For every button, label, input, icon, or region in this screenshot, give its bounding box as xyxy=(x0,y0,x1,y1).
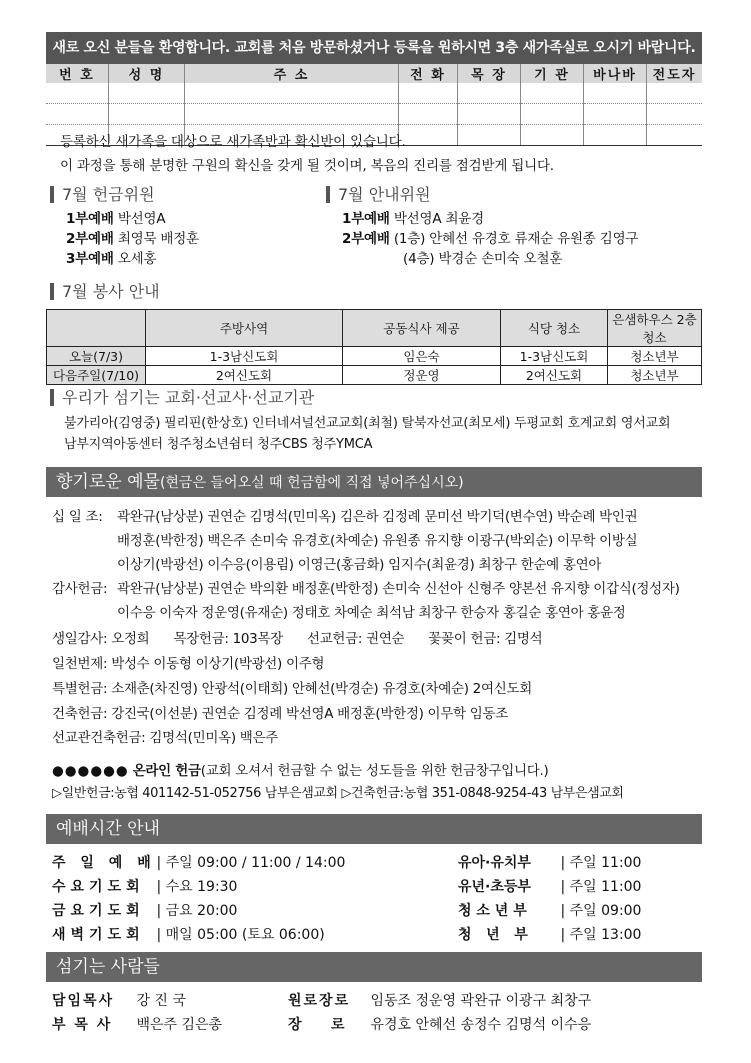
registration-header-row xyxy=(46,64,702,83)
tithe-line: 이상기(박광선) 이수응(이용림) 이영근(홍금화) 임지수(최윤경) 최창구 한순예 홍연아 xyxy=(117,557,602,573)
welcome-banner xyxy=(46,32,702,64)
offering-committee-title: 7월 헌금위원 xyxy=(50,186,155,203)
worship-right-row: 유아·유치부 | 주일 11:00 xyxy=(458,855,642,871)
thanks-line: 이수응 이숙자 정운영(유재순) 정태호 차예순 최석남 최창구 한승자 홍길순 홍연아 홍윤정 xyxy=(117,605,626,621)
service-header: 주방사역 xyxy=(146,310,343,347)
service-cell: 1-3남신도회 xyxy=(146,347,343,366)
offering-committee-row: 1부예배 박선영A xyxy=(66,211,166,227)
worship-right-row: 유년·초등부 | 주일 11:00 xyxy=(458,879,642,895)
misc-offering-line: 특별헌금: 소재춘(차진영) 안광석(이태희) 안혜선(박경순) 유경호(차예순) 2여신도회 xyxy=(52,681,532,697)
offering-section-header xyxy=(46,467,702,497)
service-cell: 1-3남신도회 xyxy=(501,347,608,366)
thanks-label: 감사헌금: xyxy=(52,581,108,597)
worship-left-row: 수요기도회 | 수요 19:30 xyxy=(52,879,238,895)
col-evangelist: 전도자 xyxy=(647,64,703,83)
service-title: 7월 봉사 안내 xyxy=(50,283,160,300)
service-cell: 2여신도회 xyxy=(501,366,608,385)
service-header: 공동식사 제공 xyxy=(343,310,501,347)
misc-offering-line: 일천번제: 박성수 이동형 이상기(박광선) 이주형 xyxy=(52,656,325,672)
service-header: 은샘하우스 2층 청소 xyxy=(608,310,702,347)
worship-title: 예배시간 안내 xyxy=(56,819,160,839)
service-cell: 청소년부 xyxy=(608,366,702,385)
service-row-label: 오늘(7/3) xyxy=(47,347,146,366)
worship-left-row: 주 일 예 배 | 주일 09:00 / 11:00 / 14:00 xyxy=(52,855,346,871)
usher-committee-row: 1부예배 박선영A 최윤경 xyxy=(342,211,484,227)
service-cell: 청소년부 xyxy=(608,347,702,366)
col-barnabas: 바나바 xyxy=(584,64,647,83)
missions-line-1: 불가리아(김영중) 필리핀(한상호) 인터네셔널선교교회(최철) 탈북자선교(최모세) 두평교회 호계교회 영서교회 xyxy=(64,416,671,431)
staff-row: 부 목 사 백은주 김은총 xyxy=(52,1017,223,1033)
staff-row: 장 로 유경호 안혜선 송정수 김명석 이수응 xyxy=(288,1017,592,1033)
worship-section-header xyxy=(46,814,702,844)
newcomer-note-2: 이 과정을 통해 분명한 구원의 확신을 갖게 될 것이며, 복음의 진리를 점검받게 됩니다. xyxy=(60,158,554,174)
usher-committee-row: 2부예배 (1층) 안혜선 유경호 류재순 유원종 김영구 xyxy=(342,231,639,247)
usher-committee-title: 7월 안내위원 xyxy=(326,186,431,203)
offering-committee-row: 3부예배 오세홍 xyxy=(66,251,157,267)
dots-icon: ●●●●●● xyxy=(52,763,129,779)
worship-right-row: 청 년 부 | 주일 13:00 xyxy=(458,927,642,943)
tithe-line: 곽완규(남상분) 권연순 김명석(민미옥) 김은하 김정례 문미선 박기덕(변수연) 박순례 박인권 xyxy=(117,509,638,525)
staff-row: 담임목사 강 진 국 xyxy=(52,993,186,1009)
service-header: 식당 청소 xyxy=(501,310,608,347)
col-name: 성 명 xyxy=(109,64,185,83)
service-cell: 정운영 xyxy=(343,366,501,385)
service-cell: 임은숙 xyxy=(343,347,501,366)
worship-left-row: 금요기도회 | 금요 20:00 xyxy=(52,903,238,919)
service-row xyxy=(47,347,702,366)
service-row xyxy=(47,366,702,385)
staff-section-header xyxy=(46,952,702,982)
offering-committee-row: 2부예배 최영묵 배정훈 xyxy=(66,231,199,247)
col-number: 번 호 xyxy=(46,64,109,83)
service-header-row xyxy=(47,310,702,347)
offering-subtitle: (현금은 들어오실 때 헌금함에 직접 넣어주십시오) xyxy=(159,475,464,491)
tithe-line: 배정훈(박한정) 백은주 손미숙 유경호(차예순) 유원종 유지향 이광구(박외순) 이무학 이방실 xyxy=(117,533,638,549)
offering-title: 향기로운 예물 xyxy=(56,472,160,492)
registration-blank-row[interactable] xyxy=(46,83,702,104)
online-offering-note: (교회 오셔서 헌금할 수 없는 성도들을 위한 헌금창구입니다.) xyxy=(200,763,549,779)
misc-offering-line: 선교관건축헌금: 김명석(민미옥) 백은주 xyxy=(52,730,279,746)
online-offering-line xyxy=(52,759,548,779)
service-table xyxy=(46,309,702,385)
tithe-label: 십 일 조: xyxy=(52,509,103,525)
col-cell: 목 장 xyxy=(458,64,521,83)
col-phone: 전 화 xyxy=(399,64,458,83)
thanks-line: 곽완규(남상분) 권연순 박의환 배정훈(박한정) 손미숙 신선아 신형주 양본선 유지향 이갑식(정성자) xyxy=(117,581,680,597)
usher-committee-row: (4층) 박경순 손미숙 오철훈 xyxy=(403,251,563,267)
col-org: 기 관 xyxy=(521,64,584,83)
service-cell: 2여신도회 xyxy=(146,366,343,385)
col-address: 주 소 xyxy=(185,64,399,83)
misc-offering-line: 생일감사: 오정희 목장헌금: 103목장 선교헌금: 권연순 꽃꽂이 헌금: 김명석 xyxy=(52,631,543,647)
welcome-text: 새로 오신 분들을 환영합니다. 교회를 처음 방문하셨거나 등록을 원하시면 3층 새가족실로 오시기 바랍니다. xyxy=(52,40,696,56)
worship-left-row: 새벽기도회 | 매일 05:00 (토요 06:00) xyxy=(52,927,325,943)
online-accounts: ▷일반헌금:농협 401142-51-052756 남부은샘교회 ▷건축헌금:농협 351-0848-9254-43 남부은샘교회 xyxy=(52,786,624,801)
online-offering-label: 온라인 헌금 xyxy=(132,763,201,779)
registration-blank-row[interactable] xyxy=(46,104,702,125)
staff-row: 원로장로 임동조 정운영 곽완규 이광구 최창구 xyxy=(288,993,592,1009)
service-row-label: 다음주일(7/10) xyxy=(47,366,146,385)
missions-line-2: 남부지역아동센터 청주청소년쉼터 청주CBS 청주YMCA xyxy=(64,437,373,452)
worship-right-row: 청 소 년 부 | 주일 09:00 xyxy=(458,903,642,919)
misc-offering-line: 건축헌금: 강진국(이선분) 권연순 김정례 박선영A 배정훈(박한정) 이무학 임동조 xyxy=(52,706,508,722)
missions-title: 우리가 섬기는 교회·선교사·선교기관 xyxy=(50,389,314,406)
service-header-blank xyxy=(47,310,146,347)
newcomer-note-1: 등록하신 새가족을 대상으로 새가족반과 확신반이 있습니다. xyxy=(60,134,406,150)
staff-title: 섬기는 사람들 xyxy=(56,957,160,977)
